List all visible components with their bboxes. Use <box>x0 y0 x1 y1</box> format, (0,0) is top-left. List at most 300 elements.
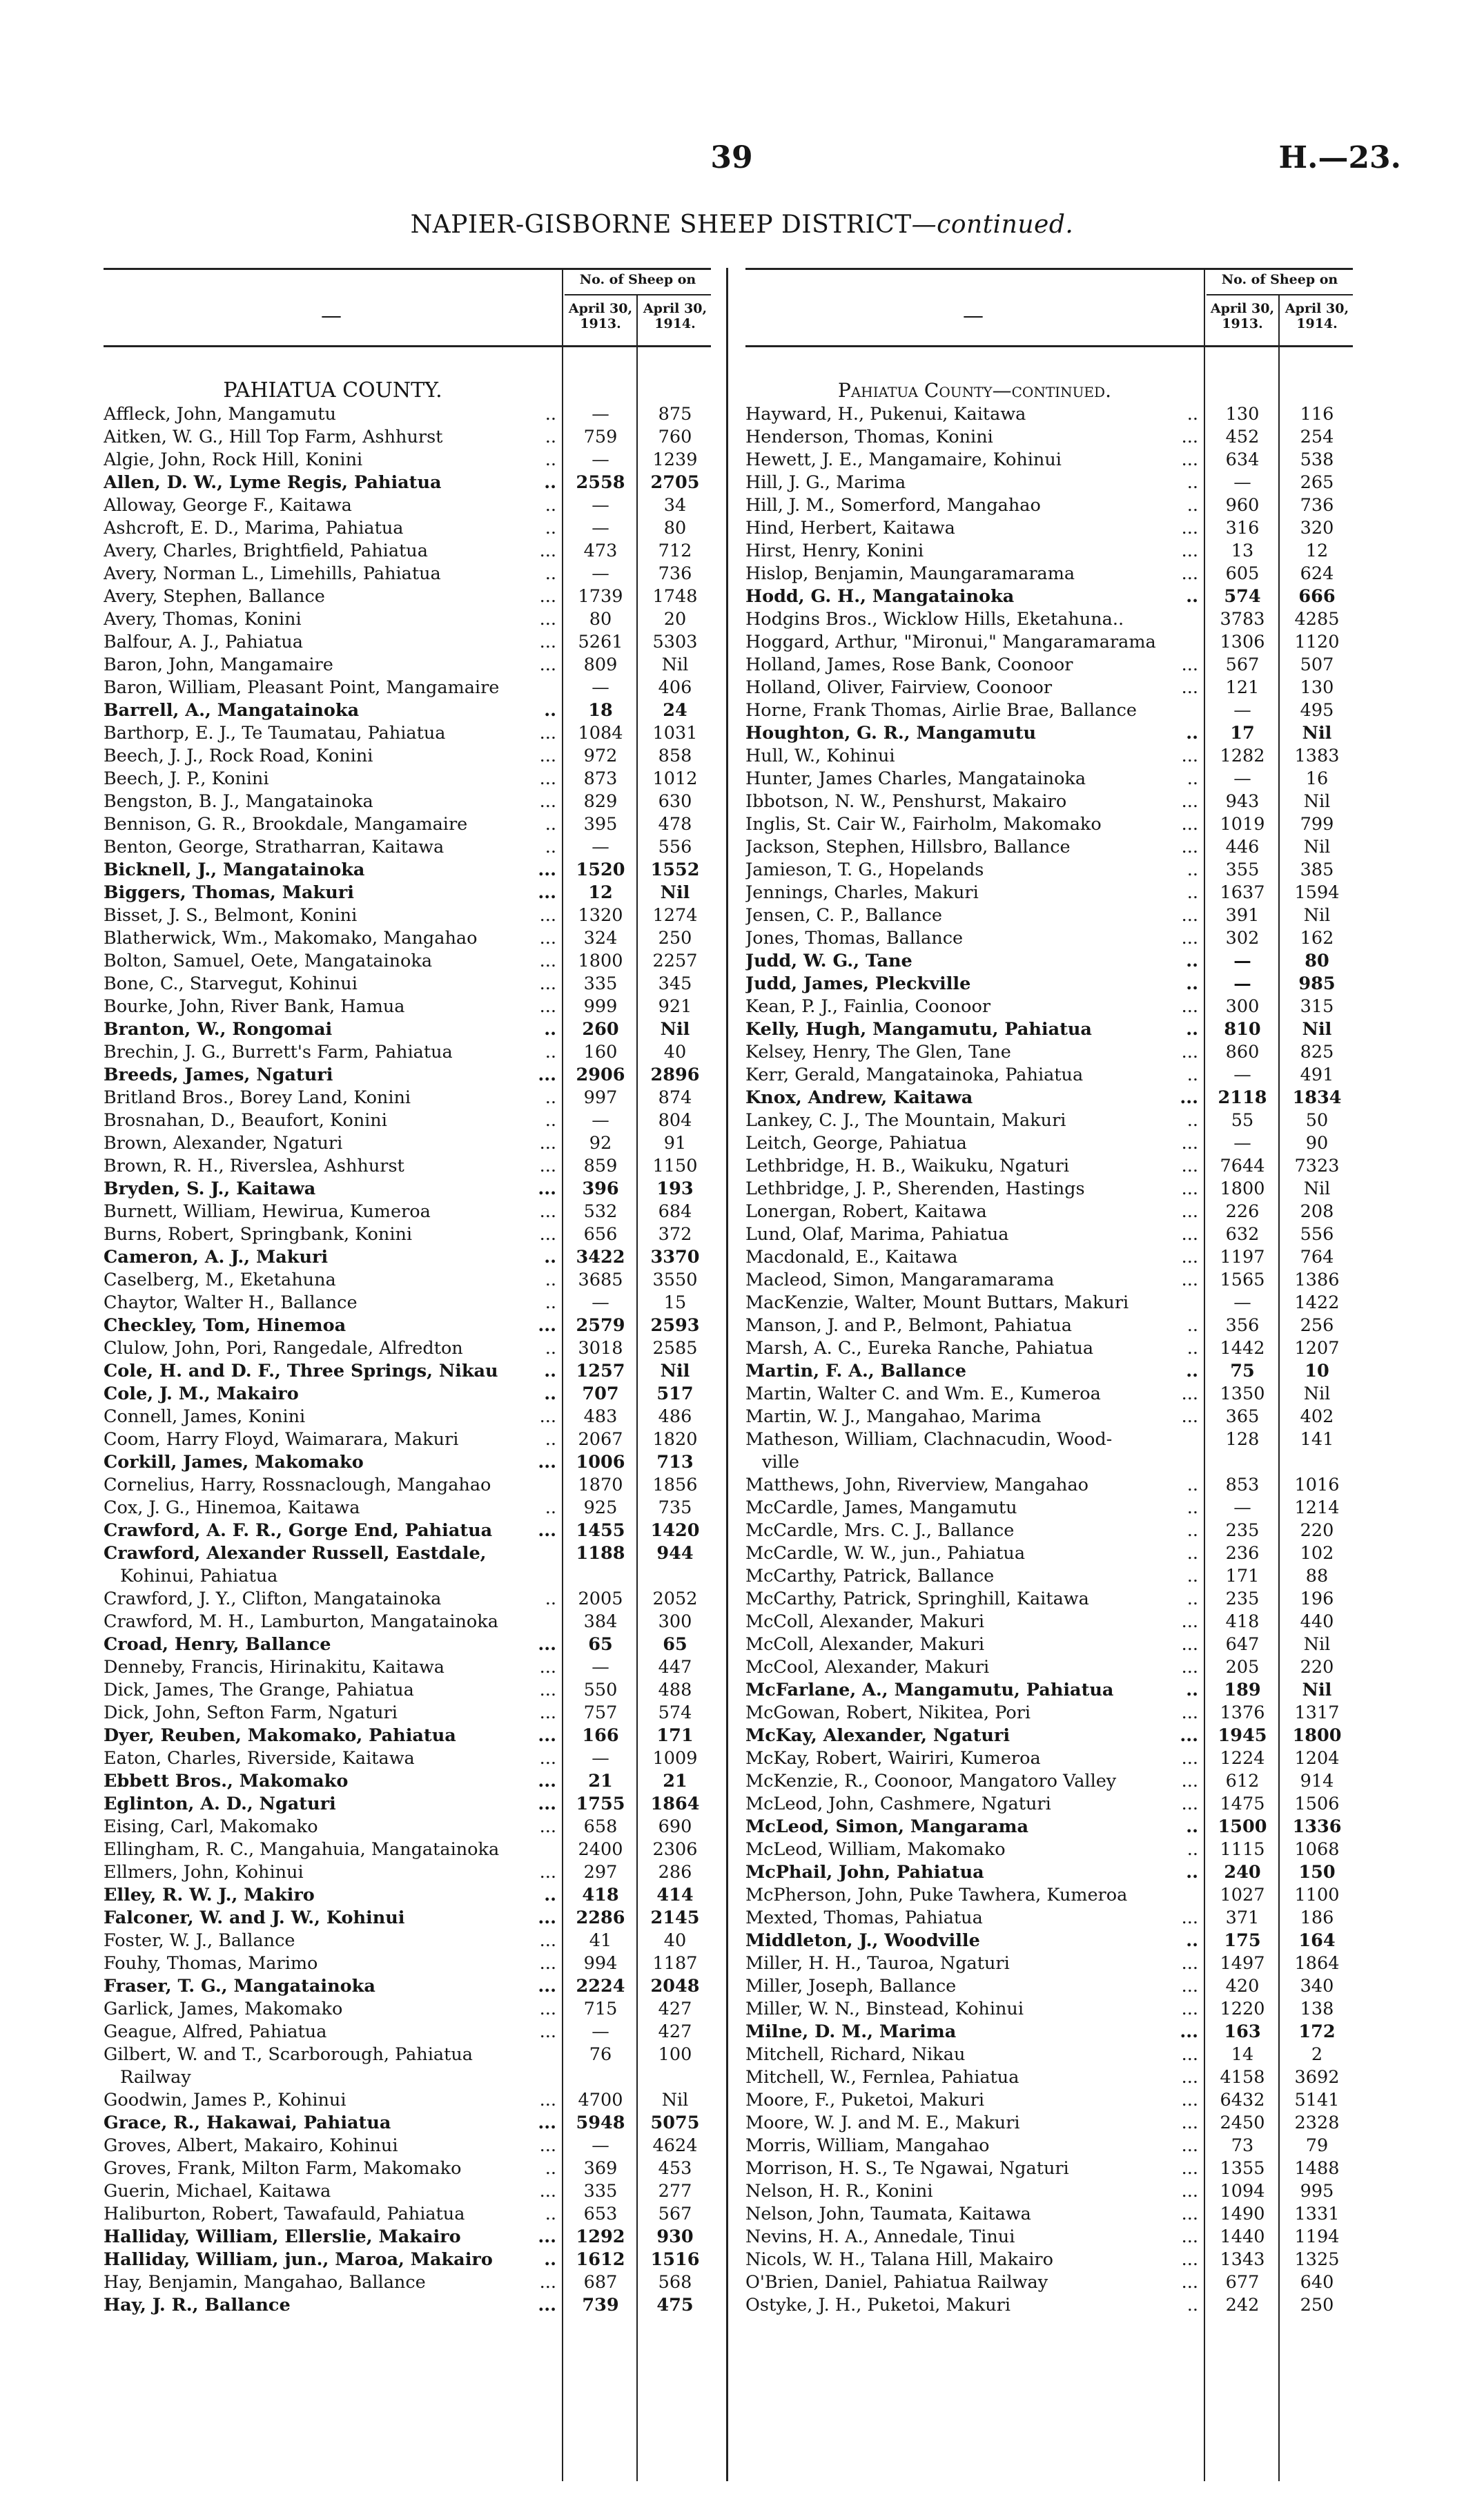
sheep-1913: — <box>592 1657 609 1678</box>
sheep-1914: 447 <box>658 1657 692 1678</box>
table-row <box>104 1565 711 1588</box>
sheep-1914: 3692 <box>1294 2067 1340 2088</box>
sheep-1914: 1834 <box>1292 1087 1342 1108</box>
sheep-1913: 999 <box>583 996 618 1017</box>
owner-name <box>104 1884 562 1907</box>
owner-name <box>104 1087 562 1109</box>
leader-dots: .. <box>545 814 556 835</box>
owner-name <box>745 2089 1204 2112</box>
table-row <box>745 1861 1353 1884</box>
sheep-1913: 1355 <box>1220 2158 1265 2179</box>
owner-name <box>104 1201 562 1223</box>
owner-text: McCarthy, Patrick, Springhill, Kaitawa <box>745 1589 1089 1609</box>
sheep-1914: 804 <box>658 1110 692 1131</box>
owner-text: Ibbotson, N. W., Penshurst, Makairo <box>745 791 1067 812</box>
table-row <box>104 585 711 608</box>
owner-name <box>745 813 1204 836</box>
table-row <box>104 2043 711 2066</box>
table-row <box>745 1770 1353 1793</box>
sheep-1913: 391 <box>1225 905 1260 926</box>
leader-dots: ... <box>539 609 556 630</box>
table-row <box>104 904 711 927</box>
owner-text: Bisset, J. S., Belmont, Konini <box>104 905 358 926</box>
leader-dots: ... <box>1181 1406 1198 1427</box>
owner-name <box>104 1337 562 1360</box>
table-row <box>745 2089 1353 2112</box>
sheep-1913: 574 <box>1224 586 1261 607</box>
owner-text: Morris, William, Mangahao <box>745 2135 990 2156</box>
leader-dots: .. <box>545 1429 556 1450</box>
table-row <box>104 1018 711 1041</box>
table-row <box>745 2271 1353 2294</box>
owner-text: Jamieson, T. G., Hopelands <box>745 860 984 880</box>
leader-dots: ... <box>1181 2226 1198 2247</box>
sheep-1913: 1475 <box>1220 1794 1265 1814</box>
sheep-1914: 5141 <box>1294 2090 1340 2110</box>
sheep-1913: 163 <box>1224 2021 1261 2042</box>
sheep-1913: 365 <box>1225 1406 1260 1427</box>
owner-text: Nevins, H. A., Annedale, Tinui <box>745 2226 1015 2247</box>
table-row <box>104 859 711 882</box>
leader-dots: .. <box>545 1087 556 1108</box>
table-row <box>745 1178 1353 1201</box>
leader-dots: ... <box>538 1976 556 1997</box>
owner-name <box>104 1520 562 1542</box>
owner-name <box>745 904 1204 927</box>
owner-text: Holland, Oliver, Fairview, Coonoor <box>745 677 1053 698</box>
owner-name <box>745 2180 1204 2203</box>
table-row <box>104 2271 711 2294</box>
leader-dots: .. <box>1186 723 1198 744</box>
owner-name <box>745 449 1204 472</box>
sheep-1913: 658 <box>583 1816 618 1837</box>
owner-text: Henderson, Thomas, Konini <box>745 427 993 447</box>
owner-name <box>745 1451 1204 1474</box>
table-row <box>745 768 1353 790</box>
leader-dots: ... <box>539 541 556 561</box>
table-row <box>104 1451 711 1474</box>
owner-text: Algie, John, Rock Hill, Konini <box>104 449 363 470</box>
table-row <box>104 1611 711 1633</box>
owner-name <box>745 1930 1204 1952</box>
table-row <box>104 836 711 859</box>
sheep-1914: 414 <box>656 1885 694 1905</box>
leader-dots: .. <box>545 563 556 584</box>
table-row <box>104 1314 711 1337</box>
leader-dots: .. <box>544 1247 556 1268</box>
sheep-1914: 2328 <box>1294 2113 1340 2133</box>
owner-text: McCardle, James, Mangamutu <box>745 1497 1017 1518</box>
leader-dots: .. <box>1186 1930 1198 1951</box>
owner-text: Hill, J. G., Marima <box>745 472 906 493</box>
table-row <box>104 1679 711 1702</box>
owner-text: Jennings, Charles, Makuri <box>745 882 979 903</box>
sheep-1914: 944 <box>656 1543 694 1564</box>
owner-text: Hay, Benjamin, Mangahao, Ballance <box>104 2272 426 2293</box>
owner-name <box>104 1223 562 1246</box>
sheep-1913: 65 <box>588 1634 613 1655</box>
table-row <box>104 563 711 585</box>
table-row <box>104 1930 711 1952</box>
table-row <box>745 585 1353 608</box>
leader-dots: ... <box>539 951 556 971</box>
leader-dots: ... <box>1181 791 1198 812</box>
owner-text: Nicols, W. H., Talana Hill, Makairo <box>745 2249 1053 2270</box>
table-row <box>745 403 1353 426</box>
owner-name <box>104 1702 562 1725</box>
table-row <box>104 608 711 631</box>
sheep-1913: 687 <box>583 2272 618 2293</box>
leader-dots: ... <box>539 1999 556 2019</box>
owner-text: Ebbett Bros., Makomako <box>104 1771 349 1792</box>
table-row <box>745 2157 1353 2180</box>
sheep-1913: 656 <box>583 1224 618 1245</box>
owner-text: Gilbert, W. and T., Scarborough, Pahiatua <box>104 2044 473 2065</box>
owner-name <box>104 1975 562 1998</box>
sheep-1913: 960 <box>1225 495 1260 516</box>
leader-dots: ... <box>538 882 556 903</box>
leader-dots: ... <box>539 1930 556 1951</box>
owner-text: Middleton, J., Woodville <box>745 1930 980 1951</box>
owner-text: McCardle, Mrs. C. J., Ballance <box>745 1520 1015 1541</box>
table-row <box>104 722 711 745</box>
owner-name <box>104 494 562 517</box>
owner-name <box>745 517 1204 540</box>
table-row <box>104 1292 711 1314</box>
owner-text: Avery, Thomas, Konini <box>104 609 302 630</box>
title-continued: —continued. <box>911 211 1074 239</box>
table-row <box>104 1702 711 1725</box>
table-row <box>104 1656 711 1679</box>
sheep-1913: 452 <box>1225 427 1260 447</box>
leader-dots: .. <box>545 1338 556 1359</box>
leader-dots: .. <box>545 2158 556 2179</box>
leader-dots: ... <box>1181 996 1198 1017</box>
sheep-1913: 7644 <box>1220 1156 1265 1176</box>
table-row <box>745 494 1353 517</box>
owner-name <box>104 2112 562 2135</box>
sheep-1914: 427 <box>658 2021 692 2042</box>
leader-dots: ... <box>539 905 556 926</box>
leader-dots: .. <box>544 1361 556 1381</box>
owner-text: Eglinton, A. D., Ngaturi <box>104 1794 336 1814</box>
sheep-1914: 91 <box>663 1133 687 1154</box>
leader-dots: .. <box>1186 1862 1198 1883</box>
owner-text: Cole, J. M., Makairo <box>104 1384 299 1404</box>
left-table <box>104 268 711 2491</box>
owner-name <box>745 1611 1204 1633</box>
table-row <box>104 1109 711 1132</box>
leader-dots: ... <box>538 2226 556 2247</box>
leader-dots: ... <box>1181 518 1198 538</box>
leader-dots: ... <box>538 860 556 880</box>
owner-text: Halliday, William, jun., Maroa, Makairo <box>104 2249 493 2270</box>
table-row <box>745 2112 1353 2135</box>
sheep-1913: 1376 <box>1220 1702 1265 1723</box>
owner-text: Baron, John, Mangamaire <box>104 654 333 675</box>
sheep-1913: 260 <box>582 1019 619 1040</box>
sheep-1913: 1084 <box>578 723 623 744</box>
table-row <box>745 1998 1353 2021</box>
leader-dots: .. <box>545 837 556 857</box>
owner-name <box>104 813 562 836</box>
sheep-1914: 1864 <box>1294 1953 1340 1974</box>
year-1914-header: April 30, 1914. <box>1285 301 1349 331</box>
sheep-1913: 4700 <box>578 2090 623 2110</box>
owner-text: Burnett, William, Hewirua, Kumeroa <box>104 1201 431 1222</box>
leader-dots: .. <box>1186 1680 1198 1700</box>
sheep-1913: 1565 <box>1220 1270 1265 1290</box>
sheep-1914: 80 <box>663 518 687 538</box>
sheep-1913: — <box>1233 1497 1251 1518</box>
sheep-1914: 690 <box>658 1816 692 1837</box>
owner-text: Connell, James, Konini <box>104 1406 306 1427</box>
leader-dots: ... <box>538 1452 556 1473</box>
owner-name <box>104 1838 562 1861</box>
leader-dots: .. <box>1186 1019 1198 1040</box>
leader-dots: .. <box>1186 973 1198 994</box>
leader-dots: .. <box>1187 1589 1198 1609</box>
table-row <box>104 1064 711 1087</box>
table-row <box>745 563 1353 585</box>
sheep-1914: 440 <box>1300 1611 1334 1632</box>
sheep-1914: 50 <box>1305 1110 1329 1131</box>
sheep-1913: — <box>592 404 609 425</box>
table-row <box>104 768 711 790</box>
table-row <box>104 2249 711 2271</box>
owner-text: Halliday, William, Ellerslie, Makairo <box>104 2226 461 2247</box>
sheep-1913: 1350 <box>1220 1384 1265 1404</box>
sheep-1914: 1594 <box>1294 882 1340 903</box>
table-row <box>104 950 711 973</box>
sheep-1914: 1120 <box>1294 632 1340 652</box>
sheep-1913: 3783 <box>1220 609 1265 630</box>
owner-name <box>104 677 562 699</box>
sheep-1913: 121 <box>1225 677 1260 698</box>
table-row <box>745 1292 1353 1314</box>
sheep-1913: 395 <box>583 814 618 835</box>
table-row <box>745 1679 1353 1702</box>
table-row <box>104 1246 711 1269</box>
sheep-count-header: No. of Sheep on <box>579 272 696 287</box>
leader-dots: .. <box>1186 1816 1198 1837</box>
sheep-1914: 2048 <box>650 1976 700 1997</box>
owner-name <box>104 403 562 426</box>
table-row <box>104 996 711 1018</box>
owner-text: Garlick, James, Makomako <box>104 1999 343 2019</box>
leader-dots: ... <box>1181 814 1198 835</box>
sheep-1914: 141 <box>1300 1429 1334 1450</box>
sheep-1914: 345 <box>658 973 692 994</box>
owner-name <box>745 996 1204 1018</box>
table-row <box>104 2203 711 2226</box>
table-row <box>104 1725 711 1747</box>
sheep-1914: 666 <box>1298 586 1336 607</box>
sheep-1914: 138 <box>1300 1999 1334 2019</box>
table-row <box>104 517 711 540</box>
table-row <box>104 1497 711 1520</box>
sheep-1913: 829 <box>583 791 618 812</box>
sheep-1914: 256 <box>1300 1315 1334 1336</box>
owner-name <box>104 790 562 813</box>
owner-text: Hunter, James Charles, Mangatainoka <box>745 768 1086 789</box>
owner-text: Caselberg, M., Eketahuna <box>104 1270 336 1290</box>
owner-name <box>745 631 1204 654</box>
sheep-1913: 1490 <box>1220 2204 1265 2224</box>
table-row <box>745 1930 1353 1952</box>
sheep-1914: 265 <box>1300 472 1334 493</box>
sheep-1914: 40 <box>663 1930 687 1951</box>
owner-text: Moore, F., Puketoi, Makuri <box>745 2090 984 2110</box>
sheep-1913: 612 <box>1225 1771 1260 1792</box>
leader-dots: ... <box>1181 1133 1198 1154</box>
owner-name <box>104 540 562 563</box>
leader-dots: ... <box>539 723 556 744</box>
owner-name <box>104 1360 562 1383</box>
leader-dots: .. <box>545 1110 556 1131</box>
table-row <box>745 654 1353 677</box>
sheep-1914: 102 <box>1300 1543 1334 1564</box>
owner-name <box>745 2157 1204 2180</box>
owner-text: Eising, Carl, Makomako <box>104 1816 318 1837</box>
sheep-1913: — <box>592 495 609 516</box>
owner-name <box>104 882 562 904</box>
table-row <box>104 494 711 517</box>
leader-dots: ... <box>538 2113 556 2133</box>
table-row <box>745 1702 1353 1725</box>
owner-text: Miller, H. H., Tauroa, Ngaturi <box>745 1953 1010 1974</box>
owner-text: Grace, R., Hakawai, Pahiatua <box>104 2113 391 2133</box>
leader-dots: .. <box>1187 1520 1198 1541</box>
owner-name <box>104 2294 562 2317</box>
owner-text: Macleod, Simon, Mangaramarama <box>745 1270 1055 1290</box>
owner-name <box>745 2226 1204 2249</box>
table-top-rule <box>104 268 711 270</box>
sheep-1914: 171 <box>656 1725 694 1746</box>
sheep-1913: 567 <box>1225 654 1260 675</box>
owner-name <box>104 1861 562 1884</box>
owner-name <box>745 1132 1204 1155</box>
owner-text: Cox, J. G., Hinemoa, Kaitawa <box>104 1497 360 1518</box>
table-row <box>745 1838 1353 1861</box>
owner-text: Macdonald, E., Kaitawa <box>745 1247 958 1268</box>
owner-text: Affleck, John, Mangamutu <box>104 404 336 425</box>
sheep-1913: 420 <box>1225 1976 1260 1997</box>
owner-text: Holland, James, Rose Bank, Coonoor <box>745 654 1073 675</box>
owner-name <box>745 2112 1204 2135</box>
owner-name <box>104 1269 562 1292</box>
leader-dots: ... <box>539 1406 556 1427</box>
sheep-1914: 20 <box>663 609 687 630</box>
sheep-1914: 2896 <box>650 1065 700 1085</box>
sheep-1914: Nil <box>1303 837 1331 857</box>
table-row <box>104 1360 711 1383</box>
leader-dots: ... <box>539 1201 556 1222</box>
table-row <box>104 472 711 494</box>
table-row <box>104 1474 711 1497</box>
owner-name <box>104 1064 562 1087</box>
leader-dots: ... <box>539 2021 556 2042</box>
right-rows <box>745 378 1353 2317</box>
owner-name <box>104 1041 562 1064</box>
sheep-1913: 1282 <box>1220 746 1265 766</box>
leader-dots: ... <box>1181 1178 1198 1199</box>
sheep-1914: 556 <box>1300 1224 1334 1245</box>
owner-name <box>104 1292 562 1314</box>
sheep-1914: 1748 <box>652 586 698 607</box>
leader-dots: ... <box>538 2295 556 2316</box>
owner-name <box>104 1656 562 1679</box>
leader-dots: ... <box>538 1520 556 1541</box>
sheep-1914: 80 <box>1305 951 1329 971</box>
owner-text: Hoggard, Arthur, "Mironui," Mangaramarama <box>745 632 1156 652</box>
leader-dots: .. <box>545 449 556 470</box>
owner-name <box>745 1838 1204 1861</box>
sheep-1914: 220 <box>1300 1657 1334 1678</box>
owner-name <box>745 1952 1204 1975</box>
leader-dots: ... <box>1181 1224 1198 1245</box>
owner-text: McLeod, John, Cashmere, Ngaturi <box>745 1794 1051 1814</box>
owner-name <box>745 1656 1204 1679</box>
owner-name <box>745 472 1204 494</box>
sheep-1914: 250 <box>658 928 692 949</box>
owner-text: Matthews, John, Riverview, Mangahao <box>745 1475 1089 1495</box>
sheep-1913: 859 <box>583 1156 618 1176</box>
leader-dots: ... <box>539 654 556 675</box>
table-top-rule <box>745 268 1353 270</box>
owner-name <box>745 1223 1204 1246</box>
owner-text: Bolton, Samuel, Oete, Mangatainoka <box>104 951 433 971</box>
sheep-1913: 235 <box>1225 1589 1260 1609</box>
sheep-1913: 759 <box>583 427 618 447</box>
leader-dots: .. <box>545 1270 556 1290</box>
sheep-1914: 858 <box>658 746 692 766</box>
table-row <box>745 2066 1353 2089</box>
table-row <box>745 1087 1353 1109</box>
leader-dots: ... <box>1181 2044 1198 2065</box>
owner-name <box>745 1406 1204 1428</box>
leader-dots: .. <box>1186 951 1198 971</box>
owner-text: McPhail, John, Pahiatua <box>745 1862 984 1883</box>
table-row <box>104 1406 711 1428</box>
owner-name <box>745 790 1204 813</box>
sheep-1914: 825 <box>1300 1042 1334 1062</box>
sheep-1913: 1755 <box>576 1794 625 1814</box>
table-row <box>745 1884 1353 1907</box>
owner-text: Hodd, G. H., Mangatainoka <box>745 586 1015 607</box>
sheep-1913: 757 <box>583 1702 618 1723</box>
leader-dots: ... <box>538 1065 556 1085</box>
sheep-1914: 277 <box>658 2181 692 2202</box>
sheep-1914: Nil <box>661 2090 689 2110</box>
owner-text: Fraser, T. G., Mangatainoka <box>104 1976 375 1997</box>
leader-dots: ... <box>539 632 556 652</box>
sheep-1913: — <box>592 449 609 470</box>
sheep-1914: 196 <box>1300 1589 1334 1609</box>
sheep-1914: 914 <box>1300 1771 1334 1792</box>
owner-name <box>104 2021 562 2043</box>
owner-name <box>104 1246 562 1269</box>
leader-dots: .. <box>544 1384 556 1404</box>
sheep-1914: 3550 <box>652 1270 698 1290</box>
sheep-1913: — <box>1233 951 1251 971</box>
table-row <box>745 1314 1353 1337</box>
sheep-1914: 402 <box>1300 1406 1334 1427</box>
owner-name <box>104 563 562 585</box>
owner-text: Hind, Herbert, Kaitawa <box>745 518 955 538</box>
table-row <box>104 2226 711 2249</box>
sheep-1914: Nil <box>660 882 690 903</box>
